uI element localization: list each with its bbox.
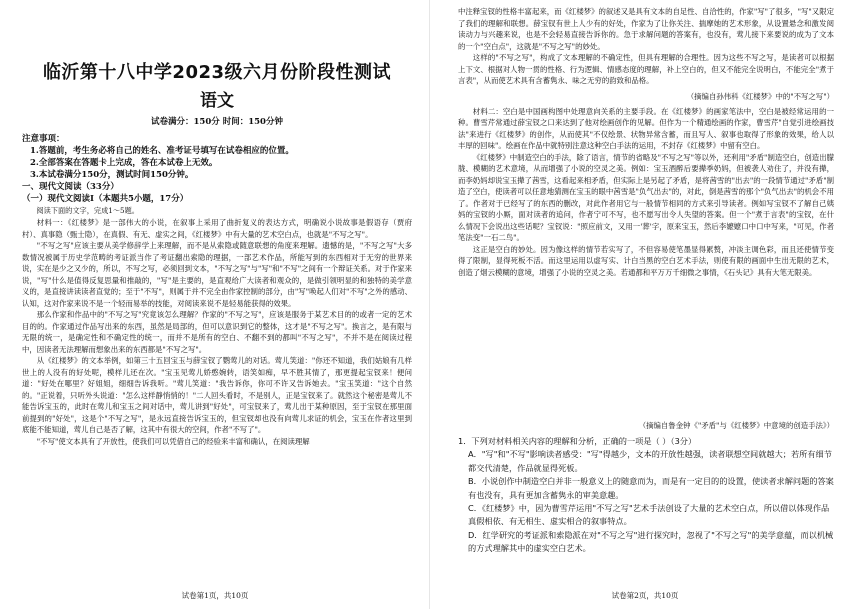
exam-title: 临沂第十八中学2023级六月份阶段性测试: [42, 62, 392, 83]
paragraph: 材料二：空白是中国画构图中处理意向关系的主要手段。在《红楼梦》的画家笔法中，空白是被经常运用的一种。曹雪芹常通过薛宝钗之口来达到了他对绘画创作的见解。但作为一个精通绘画的作家，曹雪芹"自觉引进绘画技法"来进行《红楼梦》的创作，从而使其"不仅绘景、状物异常含蓄，而且写人、叙事也取得了形象的效果，给人以丰厚的回味"。绘画在作品中就特别注意这种空白手法的运用，不封存《红楼梦》中留有空白。: [458, 106, 834, 150]
source-citation: （摘编自鲁金钟《"矛盾"与《红楼梦》中意境的创造手法》）: [638, 421, 834, 430]
paragraph: 那么作家和作品中的"不写之写"究竟该怎么理解？作家的"不写之写"，应该是服务于某艺术目的的或者一定的艺术目的的。作家通过作品写出来的东西，虽然是局部的，但可以意识到它的整体，这才是"不写之写"。换言之，是有限与无限的统一，是确定性和不确定性的统一，而并不是所有的空白、不翻不到的都叫"不写之写"，不并不是在阅读过程中，因读者无法理解而想象出来的东西都是"不写之写"。: [22, 310, 412, 354]
notice-2: 2.全部答案在答题卡上完成，答在本试卷上无效。: [30, 158, 218, 168]
left-body: [22, 217, 412, 579]
question-1: 1．下列对材料相关内容的理解和分析，正确的一项是（ ）（3分）: [458, 436, 697, 446]
paragraph: 这正是空白的妙处。因为像这样的情节若实写了，不但容易使笔墨显得累赘，冲淡主调色彩，而且还使情节变得了限制，显得死板不活。而这里运用以虚写实、计白当黑的空白艺术手法，则使有限的画面中生出无限的艺术，创造了烟云模糊的意境，增强了小说的空灵之美。若通都和平万万千细微之事情，《石头记》具有大笔无限美。: [458, 244, 834, 277]
page-footer: 试卷第2页，共10页: [611, 591, 679, 600]
option-b: B．小说创作中制造空白并非一般意义上的随意而为，而是有一定目的的设置，使读者求解问题的答案有也没有，具有更加含蓄隽永的审美意趣。: [468, 476, 834, 500]
subject-title: 语文: [200, 91, 234, 111]
option-c: C．《红楼梦》中，因为曹雪芹运用"不写之写"艺术手法创设了大量的艺术空白点，所以借以体现作品真假相依、有无相生、虚实相合的叙事特点。: [468, 503, 830, 527]
right-body: [458, 6, 834, 416]
option-d: D．红学研究的考证派和索隐派在对"不写之写"进行探究时，忽视了"不写之写"的美学意蕴，而以机械的方式理解其中的虚实空白艺术。: [468, 529, 834, 554]
right-page: [430, 0, 860, 609]
paragraph: 从《红楼梦》的文本举例，如第三十五回宝玉与薛宝钗了鹦莺儿的对话。莺儿笑道："你还不知道，我们姑娘有几样世上的人没有的好处呢，模样儿还在次。"宝玉见莺儿娇憨婉转，语笑如痴，早不胜其情了，那更提起宝钗来！便问道："好处在哪里？好姐姐，细细告诉我听。"莺儿笑道："我告诉你，你可不许又告诉她去。"宝玉笑道："这个自然的。"正说着，只听外头说道："怎么这样静悄悄的！"二人回头看时，不是别人，正是宝钗来了。就然这个秘密是莺儿不能告诉宝玉的，此时在莺儿和宝玉之间对话中，莺儿讲到"好处"，可宝钗来了，莺儿出于某种原因，至于宝钗在那里面前提到的"好处"，这是个"不写之写"，是永远直接告诉宝玉的，但宝钗却也没有向莺儿求证的机会，宝玉在作者这里到底能不能知道，莺儿自己是否了解，这其中有很大的空间，作者"不写了"。: [22, 356, 412, 435]
paragraph: 《红楼梦》中制造空白的手法，除了语言，情节的省略及"不写之写"等以外，还利用"矛盾"制造空白，创造出朦胧、模糊的艺术意境，从而增强了小说的空灵之美。例如：宝玉酒醉后要撵季奶妈，但被袭人劝住了，并没有撵，而李奶妈却说宝玉撵了茜雪，这看起来相矛盾，但实际上是另起了矛盾，是将茜雪的"出去"的一段情节通过"矛盾"制造了空白，使读者可以任意地猜测在宝玉的眼中茜雪是"负气出去"的，对此，倒是茜雪的那个"负气出去"的机会不用了。作者对于已经写了的东西的删改，对此作者用它与一般情节相同的方式来引导读者。例如写宝钗不了解自己姨妈的宝钗的小厮，面对读者的追问，作者宁可不写，也不愿写出令人失望的答案。但一个"煮于言表"的宝钗，在什么情况下会说出这些话呢？宝钗说："照应前文，又用一'葬'字，原来宝玉，然后李嬷嬷口中口中写来，"可见，作者笔法变"一石二鸟"。: [458, 152, 834, 242]
paragraph: "不写之写"应该主要从美学修辞学上来理解，而不是从索隐或随意联想的角度来理解。遗憾的是，"不写之写"大多数情况被属于历史学范畴的考证派当作了考证翻出索隐的理据，一部艺术作品，所能写到的东西相对于无穷的世界来说，实在是少之又少的，所以，不写之写，必须回到文本，"不写之写"与"写"和"不写"之间有一个辩证关系。对于作家来说，"写"什么是值得反复思量和推敲的，"写"是主要的，是直观给广大读者和观众的，是做引领明显的和独特的美学意义的，是直接讲读读者直觉的；至于"不写"，则属于并不完全由作家控制的部分，由"写"唤起人们对"不写"之外的感动、认知，这对作家来说不是一个轻而易举的技能，对阅读来说不是轻易能获得的效果。: [22, 241, 412, 308]
paragraph: "不写"使文本具有了开放性，使我们可以凭借自己的经验来丰富和确认，在阅读理解: [36, 436, 310, 446]
page-footer: 试卷第1页，共10页: [181, 591, 249, 600]
score-line: 试卷满分：150分 时间：150分钟: [151, 117, 283, 127]
notice-heading: 注意事项：: [22, 134, 65, 144]
notice-1: 1.答题前，考生务必将自己的姓名、准考证号填写在试卷相应的位置。: [30, 146, 294, 156]
option-a: A．"写"和"不写"影响读者感受："写"得越少，文本的开放性越强，读者联想空间就越大；若所有细节都交代清楚，作品就显得死板。: [468, 449, 832, 473]
paragraph: 这样的"不写之写"，构成了文本理解的不确定性，但具有理解的合理性。因为这些不写之写，是读者可以根据上下文、根据对人物一贯的性格、行为逻辑、情感态度的理解，补上空白的，但又不能完全说明白，不能完全"煮于言表"，从而使艺术具有含蓄隽永、味之无穷的韵致和品格。: [458, 53, 834, 85]
paragraph: 中注释宝钗的性格丰富起来，而《红楼梦》的叙述又是具有文本的自足性、自洽性的，作家"写"了很多，"写"又限定了我们的理解和联想。薛宝钗有世上人少有的好处，作家为了让你关注、揣摩她的艺术形象，从设置悬念和激发阅读动力与兴趣来说，也是不会轻易直接告诉你的。急于求解问题的答案有，也没有，莺儿接下来要说的成为了文本的一个"空白点"，这就是"不写之写"的妙处。: [458, 7, 834, 51]
notice-3: 3.本试卷满分150分，测试时间150分钟。: [30, 170, 194, 180]
instruction: 阅读下面的文字，完成1～5题。: [36, 206, 139, 215]
subsection-heading: （一）现代文阅读Ⅰ（本题共5小题，17分）: [22, 194, 189, 204]
section-heading: 一、现代文阅读（33分）: [22, 182, 119, 192]
paragraph: 材料一：《红楼梦》是一部伟大的小说，在叙事上采用了曲折复义的表达方式，明确说小说故事是假语存（贾府村）、真事隐（甄士隐），在真假、有无、虚实之间，《红楼梦》中有大量的艺术空白点，也就是"不写之写"。: [22, 218, 412, 239]
source-citation: （摘编自孙伟科《红楼梦》中的"不写之写"）: [686, 91, 834, 101]
